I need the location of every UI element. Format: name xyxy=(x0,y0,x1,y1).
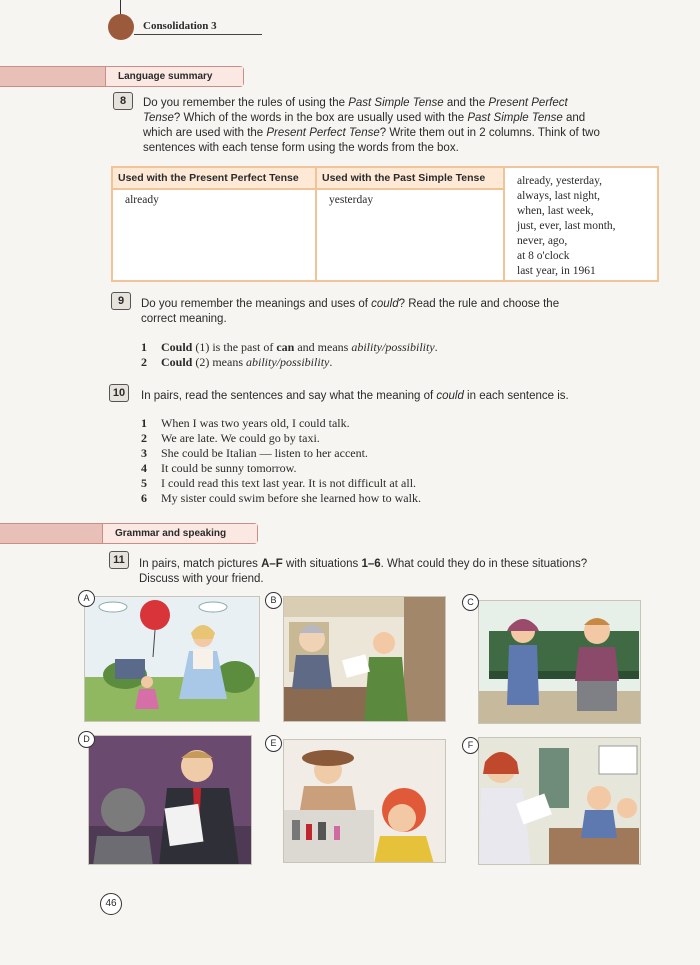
word-line: at 8 o'clock xyxy=(517,250,570,262)
ex9-list xyxy=(141,340,641,370)
illustration-boys-bench xyxy=(479,601,641,724)
list-item: 4 It could be sunny tomorrow. xyxy=(141,461,297,475)
ex10-list xyxy=(141,416,641,506)
word-line: never, ago, xyxy=(517,235,568,247)
section-title: Grammar and speaking xyxy=(102,524,257,543)
picture-label: B xyxy=(265,592,282,609)
picture-a xyxy=(84,596,260,722)
ex11-instructions xyxy=(139,557,669,587)
list-item: 1 When I was two years old, I could talk. xyxy=(141,416,350,430)
header-dot xyxy=(108,14,134,40)
section-band-language-summary xyxy=(0,66,244,87)
list-item: 5 I could read this text last year. It is not difficult at all. xyxy=(141,476,417,490)
past-simple-column xyxy=(317,168,505,280)
past-simple-value: yesterday xyxy=(329,194,374,206)
ex11-line-2: Discuss with your friend. xyxy=(139,573,264,585)
word-line: when, last week, xyxy=(517,205,594,217)
picture-label: A xyxy=(78,590,95,607)
picture-label: C xyxy=(462,594,479,611)
ex8-line-4: sentences with each tense form using the words from the box. xyxy=(143,142,459,154)
ex9-instructions xyxy=(141,297,661,327)
ex8-instructions xyxy=(143,96,663,156)
list-item: 2 Could (2) means ability/possibility. xyxy=(141,355,333,369)
word-box xyxy=(505,168,657,280)
ex8-line-1: Do you remember the rules of using the Past Simple Tense and the Present Perfect xyxy=(143,97,568,109)
exercise-number: 8 xyxy=(113,92,133,110)
list-item: 1 Could (1) is the past of can and means ability/possibility. xyxy=(141,340,438,354)
picture-f xyxy=(478,737,641,865)
exercise-number: 10 xyxy=(109,384,129,402)
tense-table xyxy=(111,166,659,282)
illustration-shop-counter xyxy=(284,597,446,722)
exercise-number: 11 xyxy=(109,551,129,569)
picture-label: E xyxy=(265,735,282,752)
illustration-balloon-girls xyxy=(85,597,260,722)
list-item: 2 We are late. We could go by taxi. xyxy=(141,431,320,445)
picture-d xyxy=(88,735,252,865)
section-title: Language summary xyxy=(105,67,243,86)
picture-label: D xyxy=(78,731,95,748)
past-simple-header: Used with the Past Simple Tense xyxy=(317,168,503,190)
picture-b xyxy=(283,596,446,722)
ex9-line-2: correct meaning. xyxy=(141,313,227,325)
ex10-instructions: In pairs, read the sentences and say what the meaning of could in each sentence is. xyxy=(141,390,569,402)
section-band-grammar-speaking xyxy=(0,523,258,544)
ex8-line-3: which are used with the Present Perfect Tense? Write them out in 2 columns. Think of two xyxy=(143,127,600,139)
picture-label: F xyxy=(462,737,479,754)
word-line: already, yesterday, xyxy=(517,175,603,187)
illustration-reading-man xyxy=(89,736,252,865)
exercise-number: 9 xyxy=(111,292,131,310)
ex9-line-1: Do you remember the meanings and uses of could? Read the rule and choose the xyxy=(141,298,560,310)
word-line: last year, in 1961 xyxy=(517,265,596,277)
list-item: 3 She could be Italian — listen to her accent. xyxy=(141,446,368,460)
present-perfect-column xyxy=(113,168,317,280)
page-number: 46 xyxy=(100,893,122,915)
ex8-line-2: Tense? Which of the words in the box are usually used with the Past Simple Tense and xyxy=(143,112,586,124)
illustration-teacher-class xyxy=(479,738,641,865)
word-line: just, ever, last month, xyxy=(517,220,616,232)
picture-c xyxy=(478,600,641,724)
present-perfect-value: already xyxy=(125,194,159,206)
ex11-line-1: In pairs, match pictures A–F with situations 1–6. What could they do in these situations? xyxy=(139,558,588,570)
list-item: 6 My sister could swim before she learned how to walk. xyxy=(141,491,421,505)
header-rule xyxy=(134,34,262,35)
word-line: always, last night, xyxy=(517,190,601,202)
header-title: Consolidation 3 xyxy=(143,20,217,32)
present-perfect-header: Used with the Present Perfect Tense xyxy=(113,168,315,190)
picture-e xyxy=(283,739,446,863)
illustration-cosmetics-counter xyxy=(284,740,446,863)
